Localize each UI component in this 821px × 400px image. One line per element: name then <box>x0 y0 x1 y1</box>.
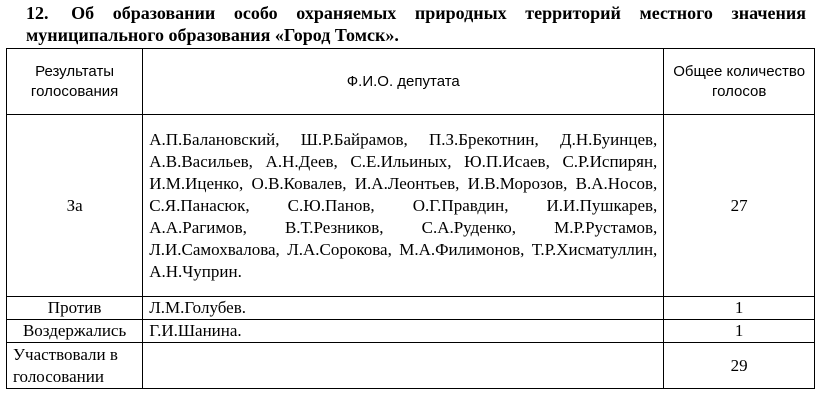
agenda-item-title: Об образовании особо охраняемых природных территорий местного значения муниципального образования «Город Томск». <box>26 3 806 45</box>
row-for-total: 27 <box>664 115 815 297</box>
row-against-total: 1 <box>664 297 815 320</box>
row-abstained-deputies: Г.И.Шанина. <box>143 320 664 343</box>
table-row-against <box>7 297 815 320</box>
header-total: Общее количество голосов <box>664 49 815 115</box>
row-against-deputies: Л.М.Голубев. <box>143 297 664 320</box>
row-for-deputies: А.П.Балановский, Ш.Р.Байрамов, П.З.Брекотнин, Д.Н.Буинцев, А.В.Васильев, А.Н.Деев, С.Е.Ильиных, Ю.П.Исаев, С.Р.Испирян, И.М.Иценко, О.В.Ковалев, И.А.Леонтьев, И.В.Морозов, В.А.Носов, С.Я.Панасюк, С.Ю.Панов, О.Г.Правдин, И.И.Пушкарев, А.А.Рагимов, В.Т.Резников, С.А.Руденко, М.Р.Рустамов, Л.И.Самохвалова, Л.А.Сорокова, М.А.Филимонов, Т.Р.Хисматуллин, А.Н.Чуприн. <box>143 115 664 297</box>
row-abstained-total: 1 <box>664 320 815 343</box>
header-result: Результаты голосования <box>7 49 143 115</box>
row-against-result: Против <box>7 297 143 320</box>
agenda-item-number: 12. <box>26 3 49 23</box>
row-participated-result: Участвовали в голосовании <box>7 343 143 389</box>
row-participated-deputies <box>143 343 664 389</box>
row-for-result: За <box>7 115 143 297</box>
table-row-participated <box>7 343 815 389</box>
table-row-abstained <box>7 320 815 343</box>
table-row-for <box>7 115 815 297</box>
table-header-row <box>7 49 815 115</box>
header-deputy: Ф.И.О. депутата <box>143 49 664 115</box>
agenda-item-heading <box>26 2 806 46</box>
row-abstained-result: Воздержались <box>7 320 143 343</box>
row-participated-total: 29 <box>664 343 815 389</box>
voting-results-table <box>6 48 815 389</box>
